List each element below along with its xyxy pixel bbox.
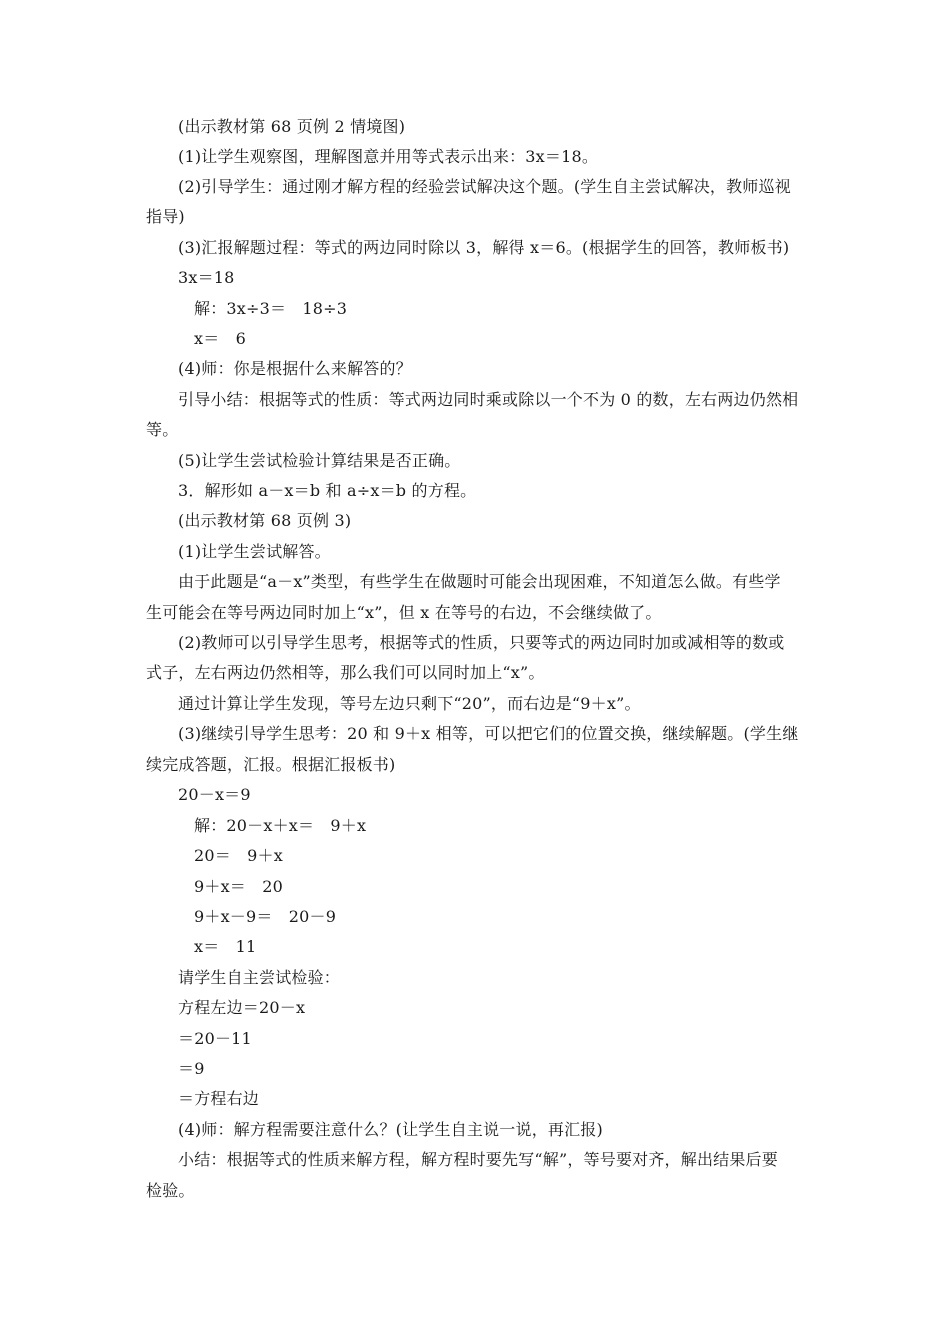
text-line: (出示教材第 68 页例 3) <box>178 511 352 530</box>
text-line: (1)让学生尝试解答。 <box>178 542 331 561</box>
text-line: 检验。 <box>146 1181 195 1200</box>
text-line: 小结：根据等式的性质来解方程，解方程时要先写“解”，等号要对齐，解出结果后要 <box>178 1150 778 1169</box>
equation-line: 9＋x－9＝ 20－9 <box>194 907 337 926</box>
text-line: 指导) <box>146 207 185 226</box>
equation-line: 解：20－x＋x＝ 9＋x <box>194 816 367 835</box>
text-line: (4)师：你是根据什么来解答的？ <box>178 359 412 378</box>
equation-line: 20－x＝9 <box>178 785 251 804</box>
equation-line: ＝方程右边 <box>178 1089 260 1108</box>
equation-line: 解：3x÷3＝ 18÷3 <box>194 299 348 318</box>
equation-line: ＝9 <box>178 1059 205 1078</box>
text-line: 引导小结：根据等式的性质：等式两边同时乘或除以一个不为 0 的数，左右两边仍然相 <box>178 390 799 409</box>
text-line: (3)汇报解题过程：等式的两边同时除以 3，解得 x＝6。(根据学生的回答，教师板书) <box>178 238 790 257</box>
text-line: (出示教材第 68 页例 2 情境图) <box>178 117 406 136</box>
equation-line: x＝ 11 <box>194 937 257 956</box>
text-line: 等。 <box>146 420 179 439</box>
equation-line: x＝ 6 <box>194 329 247 348</box>
text-line: 由于此题是“a－x”类型，有些学生在做题时可能会出现困难，不知道怎么做。有些学 <box>178 572 781 591</box>
equation-line: 9＋x＝ 20 <box>194 877 283 896</box>
section-heading: 3．解形如 a－x＝b 和 a÷x＝b 的方程。 <box>178 481 477 500</box>
text-line: (5)让学生尝试检验计算结果是否正确。 <box>178 451 461 470</box>
equation-line: ＝20－11 <box>178 1029 252 1048</box>
text-line: 通过计算让学生发现，等号左边只剩下“20”，而右边是“9＋x”。 <box>178 694 641 713</box>
text-line: (4)师：解方程需要注意什么？(让学生自主说一说，再汇报) <box>178 1120 603 1139</box>
text-line: 生可能会在等号两边同时加上“x”，但 x 在等号的右边，不会继续做了。 <box>146 603 662 622</box>
text-line: (1)让学生观察图，理解图意并用等式表示出来：3x＝18。 <box>178 147 599 166</box>
text-line: 式子，左右两边仍然相等，那么我们可以同时加上“x”。 <box>146 663 545 682</box>
text-line: (2)教师可以引导学生思考，根据等式的性质，只要等式的两边同时加或减相等的数或 <box>178 633 785 652</box>
equation-line: 20＝ 9＋x <box>194 846 283 865</box>
text-line: (3)继续引导学生思考：20 和 9＋x 相等，可以把它们的位置交换，继续解题。(学生继 <box>178 724 799 743</box>
text-line: 请学生自主尝试检验： <box>178 968 341 987</box>
equation-line: 3x＝18 <box>178 268 235 287</box>
text-line: (2)引导学生：通过刚才解方程的经验尝试解决这个题。(学生自主尝试解决，教师巡视 <box>178 177 791 196</box>
equation-line: 方程左边＝20－x <box>178 998 306 1017</box>
text-line: 续完成答题，汇报。根据汇报板书) <box>146 755 396 774</box>
